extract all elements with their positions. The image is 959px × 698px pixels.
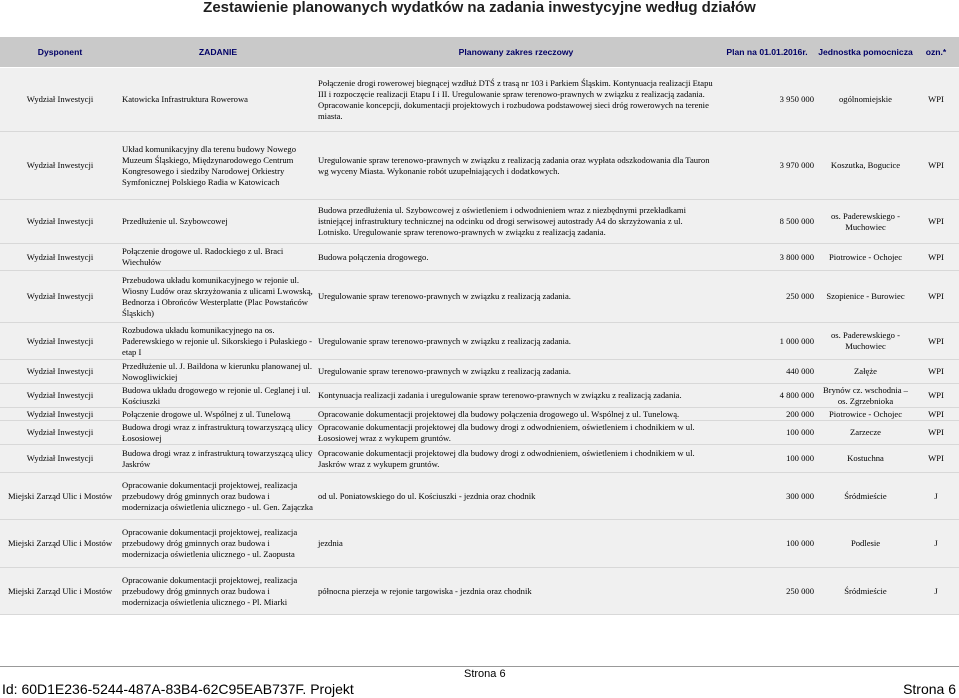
cell-zakres: Budowa przedłużenia ul. Szybowcowej z oświetleniem i odwodnieniem wraz z niezbędnymi przekładkami istniejącej infrastruktury technicznej na odcinku od drogi serwisowej autostrady A4 do skrzyżowania z ul. Lotnisko. Uregulowanie spraw terenowo-prawnych w związku z realizacją zadania. [316,200,716,244]
cell-plan: 250 000 [716,568,818,615]
table-row [0,421,959,445]
cell-zadanie: Przedłużenie ul. Szybowcowej [120,200,316,244]
cell-plan: 1 000 000 [716,323,818,360]
table-row [0,568,959,615]
cell-plan: 100 000 [716,445,818,473]
page-title: Zestawienie planowanych wydatków na zadania inwestycyjne według działów [203,0,756,16]
cell-dysponent: Wydział Inwestycji [0,244,120,271]
cell-dysponent: Wydział Inwestycji [0,271,120,323]
footer-page-number: Strona 6 [464,668,506,680]
table-row [0,473,959,520]
cell-dysponent: Miejski Zarząd Ulic i Mostów [0,473,120,520]
cell-dysponent: Wydział Inwestycji [0,384,120,408]
cell-ozn: WPI [913,360,959,384]
table-row [0,520,959,568]
cell-plan: 200 000 [716,408,818,421]
cell-zadanie: Opracowanie dokumentacji projektowej, realizacja przebudowy dróg gminnych oraz budowa i modernizacja oświetlenia ulicznego - ul. Gen. Zajączka [120,473,316,520]
cell-dysponent: Wydział Inwestycji [0,421,120,445]
cell-zadanie: Budowa drogi wraz z infrastrukturą towarzyszącą ulicy Łososiowej [120,421,316,445]
cell-plan: 4 800 000 [716,384,818,408]
cell-plan: 440 000 [716,360,818,384]
cell-zadanie: Połączenie drogowe ul. Wspólnej z ul. Tunelową [120,408,316,421]
cell-zadanie: Układ komunikacyjny dla terenu budowy Nowego Muzeum Śląskiego, Międzynarodowego Centrum Kongresowego i siedziby Narodowej Orkiestry Symfonicznej Polskiego Radia w Katowicach [120,132,316,200]
table-header [0,37,959,68]
cell-ozn: WPI [913,445,959,473]
cell-dysponent: Wydział Inwestycji [0,323,120,360]
cell-ozn: J [913,473,959,520]
cell-zakres: Budowa połączenia drogowego. [316,244,716,271]
cell-dysponent: Wydział Inwestycji [0,408,120,421]
cell-plan: 300 000 [716,473,818,520]
cell-jednostka: Koszutka, Bogucice [818,132,913,200]
cell-plan: 3 970 000 [716,132,818,200]
cell-jednostka: Piotrowice - Ochojec [818,244,913,271]
cell-plan: 250 000 [716,271,818,323]
cell-ozn: J [913,520,959,568]
header-ozn: ozn.* [913,37,959,68]
cell-jednostka: Kostuchna [818,445,913,473]
cell-plan: 8 500 000 [716,200,818,244]
table-row [0,132,959,200]
cell-plan: 100 000 [716,520,818,568]
cell-zadanie: Przedłużenie ul. J. Baildona w kierunku planowanej ul. Nowogliwickiej [120,360,316,384]
cell-jednostka: ogólnomiejskie [818,68,913,132]
cell-dysponent: Wydział Inwestycji [0,68,120,132]
cell-zakres: Opracowanie dokumentacji projektowej dla budowy połączenia drogowego ul. Wspólnej z ul. Tunelową. [316,408,716,421]
cell-ozn: WPI [913,323,959,360]
cell-ozn: J [913,568,959,615]
table-row [0,200,959,244]
cell-jednostka: Załęże [818,360,913,384]
cell-jednostka: Podlesie [818,520,913,568]
cell-zakres: Uregulowanie spraw terenowo-prawnych w związku z realizacją zadania. [316,360,716,384]
cell-zakres: Uregulowanie spraw terenowo-prawnych w związku z realizacją zadania. [316,323,716,360]
cell-zakres: północna pierzeja w rejonie targowiska - jezdnia oraz chodnik [316,568,716,615]
cell-ozn: WPI [913,200,959,244]
table-row [0,384,959,408]
cell-zakres: Opracowanie dokumentacji projektowej dla budowy drogi z odwodnieniem, oświetleniem i chodnikiem w ul. Jaskrów wraz z wykupem gruntów. [316,445,716,473]
table-row [0,360,959,384]
cell-dysponent: Miejski Zarząd Ulic i Mostów [0,568,120,615]
footer-page-label: Strona 6 [903,681,956,697]
cell-zadanie: Przebudowa układu komunikacyjnego w rejonie ul. Wiosny Ludów oraz skrzyżowania z ulicami Lwowską, Bednorza i Obrońców Westerplatte (Plac Powstańców Śląskich) [120,271,316,323]
cell-zadanie: Połączenie drogowe ul. Radockiego z ul. Braci Wiechułów [120,244,316,271]
header-jednostka: Jednostka pomocnicza [818,37,913,68]
table-row [0,323,959,360]
cell-zakres: jezdnia [316,520,716,568]
cell-ozn: WPI [913,271,959,323]
cell-jednostka: Brynów cz. wschodnia – os. Zgrzebnioka [818,384,913,408]
investment-table [0,37,959,615]
cell-jednostka: Śródmieście [818,568,913,615]
table-row [0,271,959,323]
cell-dysponent: Wydział Inwestycji [0,360,120,384]
footer-document-id: Id: 60D1E236-5244-487A-83B4-62C95EAB737F. Projekt [2,681,354,697]
cell-jednostka: Zarzecze [818,421,913,445]
cell-zakres: Opracowanie dokumentacji projektowej dla budowy drogi z odwodnieniem, oświetleniem i chodnikiem w ul. Łososiowej wraz z wykupem gruntów. [316,421,716,445]
cell-zakres: od ul. Poniatowskiego do ul. Kościuszki - jezdnia oraz chodnik [316,473,716,520]
footer-rule [0,666,959,667]
cell-zakres: Uregulowanie spraw terenowo-prawnych w związku z realizacją zadania. [316,271,716,323]
table-row [0,408,959,421]
header-plan: Plan na 01.01.2016r. [716,37,818,68]
cell-dysponent: Wydział Inwestycji [0,200,120,244]
cell-plan: 3 950 000 [716,68,818,132]
header-zakres: Planowany zakres rzeczowy [316,37,716,68]
cell-dysponent: Wydział Inwestycji [0,445,120,473]
cell-jednostka: Piotrowice - Ochojec [818,408,913,421]
cell-ozn: WPI [913,421,959,445]
cell-ozn: WPI [913,384,959,408]
cell-zadanie: Opracowanie dokumentacji projektowej, realizacja przebudowy dróg gminnych oraz budowa i modernizacja oświetlenia ulicznego - ul. Zaopusta [120,520,316,568]
cell-ozn: WPI [913,132,959,200]
cell-jednostka: Śródmieście [818,473,913,520]
cell-zadanie: Budowa układu drogowego w rejonie ul. Ceglanej i ul. Kościuszki [120,384,316,408]
cell-jednostka: os. Paderewskiego - Muchowiec [818,200,913,244]
table-row [0,244,959,271]
cell-jednostka: os. Paderewskiego - Muchowiec [818,323,913,360]
cell-ozn: WPI [913,408,959,421]
cell-dysponent: Wydział Inwestycji [0,132,120,200]
table-row [0,445,959,473]
cell-ozn: WPI [913,244,959,271]
cell-jednostka: Szopienice - Burowiec [818,271,913,323]
header-zadanie: ZADANIE [120,37,316,68]
cell-zadanie: Rozbudowa układu komunikacyjnego na os. Paderewskiego w rejonie ul. Sikorskiego i Pułaskiego - etap I [120,323,316,360]
cell-ozn: WPI [913,68,959,132]
cell-zadanie: Budowa drogi wraz z infrastrukturą towarzyszącą ulicy Jaskrów [120,445,316,473]
cell-zakres: Uregulowanie spraw terenowo-prawnych w związku z realizacją zadania oraz wypłata odszkodowania dla Tauron wg wyceny Miasta. Wykonanie robót uzupełniających i dodatkowych. [316,132,716,200]
cell-zakres: Połączenie drogi rowerowej biegnącej wzdłuż DTŚ z trasą nr 103 i Parkiem Śląskim. Kontynuacja realizacji Etapu III i rozpoczęcie realizacji Etapu I i II. Uregulowanie spraw terenowo-prawnych w związku z realizacją zadania. Opracowanie koncepcji, dokumentacji projektowych i rozbudowa podstawowej sieci dróg rowerowych na terenie miasta. [316,68,716,132]
cell-dysponent: Miejski Zarząd Ulic i Mostów [0,520,120,568]
cell-zadanie: Katowicka Infrastruktura Rowerowa [120,68,316,132]
header-dysponent: Dysponent [0,37,120,68]
table-row [0,68,959,132]
cell-plan: 3 800 000 [716,244,818,271]
cell-zadanie: Opracowanie dokumentacji projektowej, realizacja przebudowy dróg gminnych oraz budowa i modernizacja oświetlenia ulicznego - Pl. Miarki [120,568,316,615]
cell-zakres: Kontynuacja realizacji zadania i uregulowanie spraw terenowo-prawnych w związku z realizacją zadania. [316,384,716,408]
cell-plan: 100 000 [716,421,818,445]
